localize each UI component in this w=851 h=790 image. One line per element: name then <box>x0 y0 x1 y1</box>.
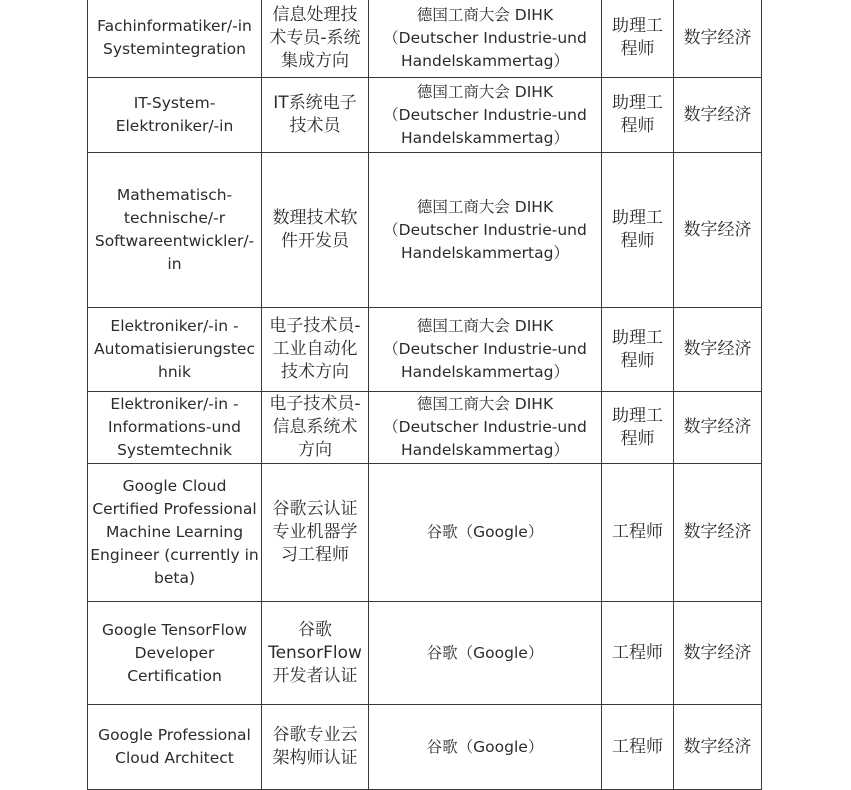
cell-text-line: （Deutscher Industrie-und <box>383 220 587 239</box>
cell-level <box>602 705 674 790</box>
cell-text-line: 程师 <box>620 116 655 136</box>
table-row <box>88 308 762 392</box>
cell-text-line: 工程师 <box>612 642 663 663</box>
table-row <box>88 392 762 464</box>
cell-text-line: Google Cloud <box>122 477 227 495</box>
cell-german-title <box>88 308 262 392</box>
cell-level <box>602 392 674 464</box>
cell-text-line: 信息处理技 <box>272 4 358 25</box>
cell-text-line: 谷歌专业云 <box>272 725 358 745</box>
cell-text-line: TensorFlow <box>268 642 362 663</box>
cell-level <box>602 602 674 705</box>
cell-text-line: 数字经济 <box>683 642 752 663</box>
cell-text-line: 助理工 <box>612 327 663 348</box>
cell-german-title <box>88 153 262 308</box>
cell-text-line: Google Professional <box>98 726 251 744</box>
cell-text-line: 数字经济 <box>683 27 752 48</box>
cell-text-line: Mathematisch- <box>116 186 233 204</box>
cell-text-line: 数字经济 <box>683 736 752 757</box>
table-body <box>88 0 762 790</box>
cell-text-line: 谷歌（Google） <box>426 523 544 541</box>
cell-text-line: 专业机器学 <box>272 522 358 542</box>
cell-text-line: in <box>167 255 182 273</box>
cell-text-line: 程师 <box>620 428 655 449</box>
cell-text-line: 谷歌云认证 <box>272 499 358 519</box>
cell-level <box>602 153 674 308</box>
certification-table-wrap <box>87 0 762 790</box>
table-row <box>88 705 762 790</box>
cell-text-line: 工程师 <box>612 522 663 542</box>
table-row <box>88 0 762 78</box>
cell-text-line: 德国工商大会 DIHK <box>416 197 554 216</box>
certification-table <box>87 0 762 790</box>
cell-chinese-title <box>262 0 369 78</box>
table-row <box>88 153 762 308</box>
cell-field <box>674 78 762 153</box>
cell-german-title <box>88 464 262 602</box>
cell-text-line: 数字经济 <box>683 219 752 240</box>
cell-text-line: technische/-r <box>123 209 226 227</box>
cell-text-line: 数字经济 <box>683 339 752 359</box>
table-row <box>88 78 762 153</box>
cell-text-line: 工业自动化 <box>272 339 358 359</box>
cell-text-line: Systemtechnik <box>117 441 232 459</box>
cell-text-line: Handelskammertag） <box>401 441 569 459</box>
cell-text-line: Handelskammertag） <box>401 243 569 262</box>
cell-text-line: IT系统电子 <box>273 93 357 113</box>
cell-text-line: 数理技术软 <box>272 208 358 228</box>
cell-text-line: Cloud Architect <box>115 749 234 767</box>
cell-text-line: Elektroniker/-in - <box>110 317 239 335</box>
cell-text-line: 工程师 <box>612 736 663 757</box>
cell-field <box>674 0 762 78</box>
cell-text-line: 件开发员 <box>281 231 349 251</box>
cell-text-line: （Deutscher Industrie-und <box>383 418 587 436</box>
cell-level <box>602 464 674 602</box>
cell-text-line: 谷歌 <box>298 619 332 640</box>
cell-text-line: Certified Professional <box>92 500 257 518</box>
cell-german-title <box>88 78 262 153</box>
cell-text-line: 开发者认证 <box>272 665 358 686</box>
cell-chinese-title <box>262 464 369 602</box>
cell-organization <box>369 153 602 308</box>
cell-text-line: 助理工 <box>612 93 663 113</box>
cell-text-line: （Deutscher Industrie-und <box>383 340 587 358</box>
cell-text-line: 谷歌（Google） <box>426 643 544 662</box>
cell-level <box>602 78 674 153</box>
cell-text-line: 方向 <box>298 440 332 460</box>
cell-text-line: Softwareentwickler/- <box>94 232 255 250</box>
cell-text-line: 架构师认证 <box>272 748 358 768</box>
cell-text-line: Elektroniker/-in <box>115 117 234 135</box>
cell-german-title <box>88 392 262 464</box>
cell-text-line: Handelskammertag） <box>401 363 569 381</box>
cell-text-line: Handelskammertag） <box>401 128 569 147</box>
cell-chinese-title <box>262 308 369 392</box>
cell-text-line: 程师 <box>620 350 655 371</box>
table-row <box>88 464 762 602</box>
cell-text-line: Automatisierungstec <box>94 340 255 358</box>
cell-text-line: Fachinformatiker/-in <box>97 17 252 35</box>
cell-text-line: Certification <box>127 666 222 685</box>
cell-text-line: 德国工商大会 DIHK <box>416 395 554 413</box>
cell-text-line: 术专员-系统 <box>269 27 361 48</box>
cell-field <box>674 705 762 790</box>
cell-text-line: Machine Learning <box>105 523 244 541</box>
cell-text-line: （Deutscher Industrie-und <box>383 28 587 47</box>
cell-field <box>674 153 762 308</box>
cell-organization <box>369 0 602 78</box>
cell-text-line: 数字经济 <box>683 417 752 437</box>
cell-level <box>602 308 674 392</box>
table-row <box>88 602 762 705</box>
cell-german-title <box>88 0 262 78</box>
cell-german-title <box>88 602 262 705</box>
cell-organization <box>369 705 602 790</box>
cell-text-line: 电子技术员- <box>269 394 361 414</box>
cell-text-line: Handelskammertag） <box>401 51 569 70</box>
cell-text-line: 程师 <box>620 39 655 59</box>
cell-organization <box>369 78 602 153</box>
cell-german-title <box>88 705 262 790</box>
cell-text-line: Developer <box>134 643 215 662</box>
cell-text-line: 数字经济 <box>683 522 752 542</box>
cell-text-line: Engineer (currently in <box>90 546 259 564</box>
cell-text-line: 助理工 <box>612 208 663 228</box>
cell-text-line: Systemintegration <box>103 40 246 58</box>
cell-text-line: Informations-und <box>108 418 241 436</box>
cell-text-line: 数字经济 <box>683 104 752 125</box>
cell-field <box>674 602 762 705</box>
cell-text-line: 技术方向 <box>281 362 349 382</box>
cell-text-line: 德国工商大会 DIHK <box>416 82 554 101</box>
cell-text-line: 技术员 <box>289 116 341 136</box>
cell-chinese-title <box>262 392 369 464</box>
cell-text-line: 习工程师 <box>281 545 349 565</box>
cell-chinese-title <box>262 78 369 153</box>
cell-text-line: 德国工商大会 DIHK <box>416 5 554 24</box>
cell-text-line: 助理工 <box>612 16 663 36</box>
cell-text-line: 信息系统术 <box>272 417 358 437</box>
cell-organization <box>369 392 602 464</box>
cell-text-line: hnik <box>158 363 191 381</box>
cell-field <box>674 464 762 602</box>
cell-text-line: （Deutscher Industrie-und <box>383 105 587 124</box>
cell-text-line: beta) <box>154 569 195 587</box>
cell-field <box>674 392 762 464</box>
cell-text-line: Elektroniker/-in - <box>110 395 239 413</box>
cell-text-line: 集成方向 <box>281 50 349 71</box>
cell-level <box>602 0 674 78</box>
cell-text-line: IT-System- <box>133 94 216 112</box>
cell-organization <box>369 602 602 705</box>
cell-chinese-title <box>262 602 369 705</box>
cell-organization <box>369 464 602 602</box>
cell-text-line: 电子技术员- <box>269 316 361 336</box>
cell-text-line: 程师 <box>620 231 655 251</box>
cell-text-line: 助理工 <box>612 405 663 426</box>
cell-organization <box>369 308 602 392</box>
cell-text-line: 谷歌（Google） <box>426 737 544 756</box>
cell-chinese-title <box>262 153 369 308</box>
cell-chinese-title <box>262 705 369 790</box>
cell-field <box>674 308 762 392</box>
cell-text-line: Google TensorFlow <box>101 620 248 639</box>
cell-text-line: 德国工商大会 DIHK <box>416 317 554 335</box>
